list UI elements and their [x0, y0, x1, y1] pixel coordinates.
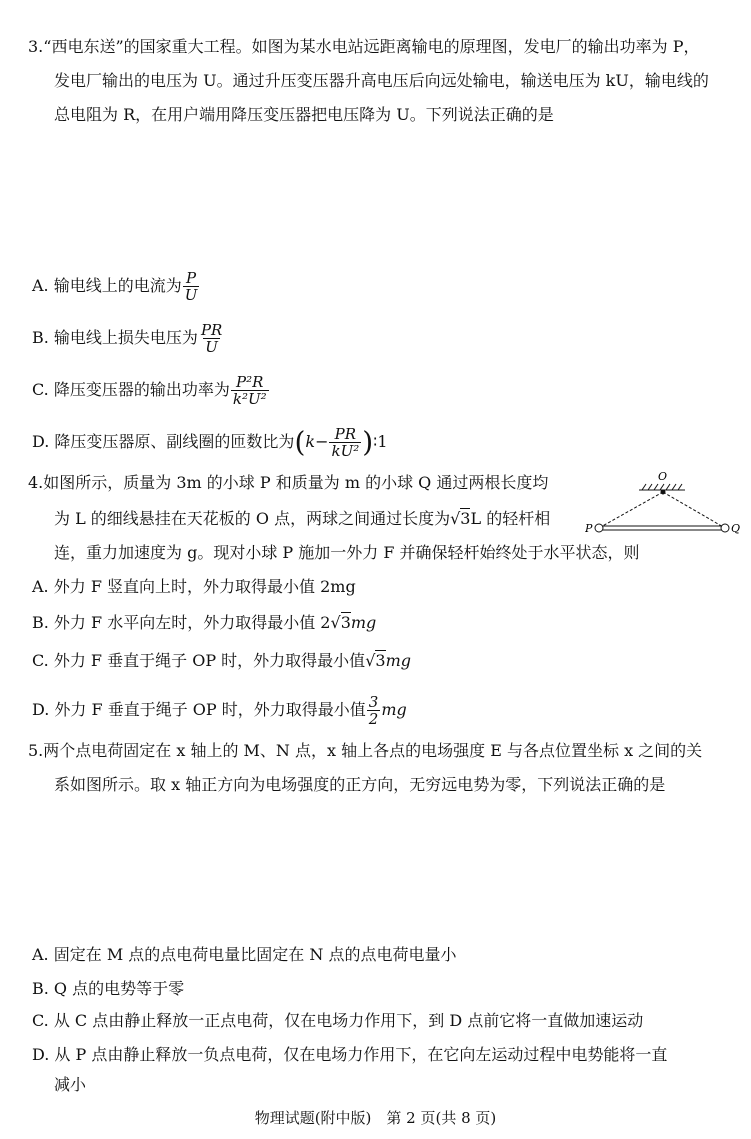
right-paren: )	[362, 425, 374, 459]
q3-d-ratio-tail: ∶1	[373, 432, 388, 451]
q5-option-c: C. 从 C 点由静止释放一正点电荷，仅在电场力作用下，到 D 点前它将一直做加速运动	[32, 1011, 644, 1030]
q3-option-b-text: B. 输电线上损失电压为	[32, 328, 198, 347]
sqrt-radicand: 3	[460, 509, 471, 528]
ball-p	[595, 524, 603, 532]
q4-option-b	[32, 612, 376, 634]
string-oq	[663, 492, 725, 528]
q3-c-denominator: k²U²	[232, 390, 267, 408]
q3-option-b	[32, 322, 225, 355]
q4-c-pre: C. 外力 F 垂直于绳子 OP 时，外力取得最小值	[32, 651, 366, 670]
string-op	[599, 492, 663, 528]
q3-stem-line-1: 3.“西电东送”的国家重大工程。如图为某水电站远距离输电的原理图，发电厂的输出功率为 P，	[28, 37, 700, 56]
q3-d-denominator: kU²	[331, 442, 360, 460]
sqrt-radicand: 3	[340, 613, 351, 632]
label-q: Q	[731, 522, 741, 535]
q4-stem-line-1: 4.如图所示，质量为 3m 的小球 P 和质量为 m 的小球 Q 通过两根长度均	[28, 473, 549, 492]
q3-option-c	[32, 374, 270, 407]
q3-option-c-fraction	[231, 374, 269, 407]
q3-option-a-fraction	[183, 270, 200, 303]
q3-a-denominator: U	[184, 286, 198, 304]
ball-q	[721, 524, 729, 532]
q3-c-numerator: P²R	[236, 373, 264, 391]
ceiling-hatch	[642, 484, 682, 490]
q4-d-numerator: 3	[368, 693, 379, 711]
q3-d-k: k−	[305, 432, 329, 451]
q4-option-d-fraction	[367, 694, 381, 727]
q4-stem-line-2-b: L 的轻杆相	[470, 509, 551, 528]
q4-stem-line-2-a: 为 L 的细线悬挂在天花板的 O 点，两球之间通过长度为	[54, 509, 451, 528]
page-footer: 物理试题(附中版) 第 2 页(共 8 页)	[254, 1109, 497, 1127]
q3-option-a-text: A. 输电线上的电流为	[32, 276, 182, 295]
q4-stem-line-3: 连，重力加速度为 g。现对小球 P 施加一外力 F 并确保轻杆始终处于水平状态，则	[54, 543, 640, 562]
q3-stem-line-2: 发电厂输出的电压为 U。通过升压变压器升高电压后向远处输电，输送电压为 kU，输电线的	[54, 71, 709, 90]
q5-option-d-line-1: D. 从 P 点由静止释放一负点电荷，仅在电场力作用下，在它向左运动过程中电势能将一直	[32, 1045, 668, 1064]
light-rod	[599, 526, 725, 530]
q4-d-post: mg	[381, 700, 407, 719]
q4-c-post: mg	[385, 651, 411, 670]
left-paren: (	[294, 425, 306, 459]
q4-option-a: A. 外力 F 竖直向上时，外力取得最小值 2mg	[32, 577, 356, 596]
q4-b-post: mg	[350, 613, 377, 632]
sqrt-3: √3	[330, 613, 351, 632]
q5-option-a: A. 固定在 M 点的点电荷电量比固定在 N 点的点电荷电量小	[32, 945, 457, 964]
q5-stem-line-1: 5.两个点电荷固定在 x 轴上的 M、N 点，x 轴上各点的电场强度 E 与各点位置坐标 x 之间的关	[28, 741, 703, 760]
sqrt-3: √3	[450, 509, 471, 528]
sqrt-radicand: 3	[375, 651, 386, 670]
q3-option-a	[32, 270, 200, 303]
q3-option-b-fraction	[199, 322, 224, 355]
q3-a-numerator: P	[186, 269, 197, 287]
q4-d-pre: D. 外力 F 垂直于绳子 OP 时，外力取得最小值	[32, 700, 366, 719]
q5-option-b: B. Q 点的电势等于零	[32, 979, 185, 998]
q4-option-d	[32, 694, 407, 727]
q4-stem-line-2	[54, 508, 550, 530]
q4-pendulum-figure	[585, 468, 745, 538]
label-p: P	[585, 522, 593, 535]
q4-option-c	[32, 650, 411, 672]
q4-b-pre: B. 外力 F 水平向左时，外力取得最小值 2	[32, 613, 331, 632]
q5-stem-line-2: 系如图所示。取 x 轴正方向为电场强度的正方向，无穷远电势为零，下列说法正确的是	[54, 775, 666, 794]
q5-option-d-line-2: 减小	[54, 1075, 87, 1094]
q4-d-denominator: 2	[368, 710, 379, 728]
q3-option-d-text: D. 降压变压器原、副线圈的匝数比为	[32, 432, 295, 451]
label-o: O	[658, 470, 668, 483]
q3-option-c-text: C. 降压变压器的输出功率为	[32, 380, 230, 399]
q3-b-denominator: U	[205, 338, 218, 356]
q3-b-numerator: PR	[200, 321, 223, 339]
q3-option-d	[32, 426, 388, 459]
sqrt-3: √3	[365, 651, 386, 670]
q3-option-d-fraction	[329, 426, 361, 459]
q3-d-numerator: PR	[334, 425, 357, 443]
q3-stem-line-3: 总电阻为 R，在用户端用降压变压器把电压降为 U。下列说法正确的是	[54, 105, 554, 124]
